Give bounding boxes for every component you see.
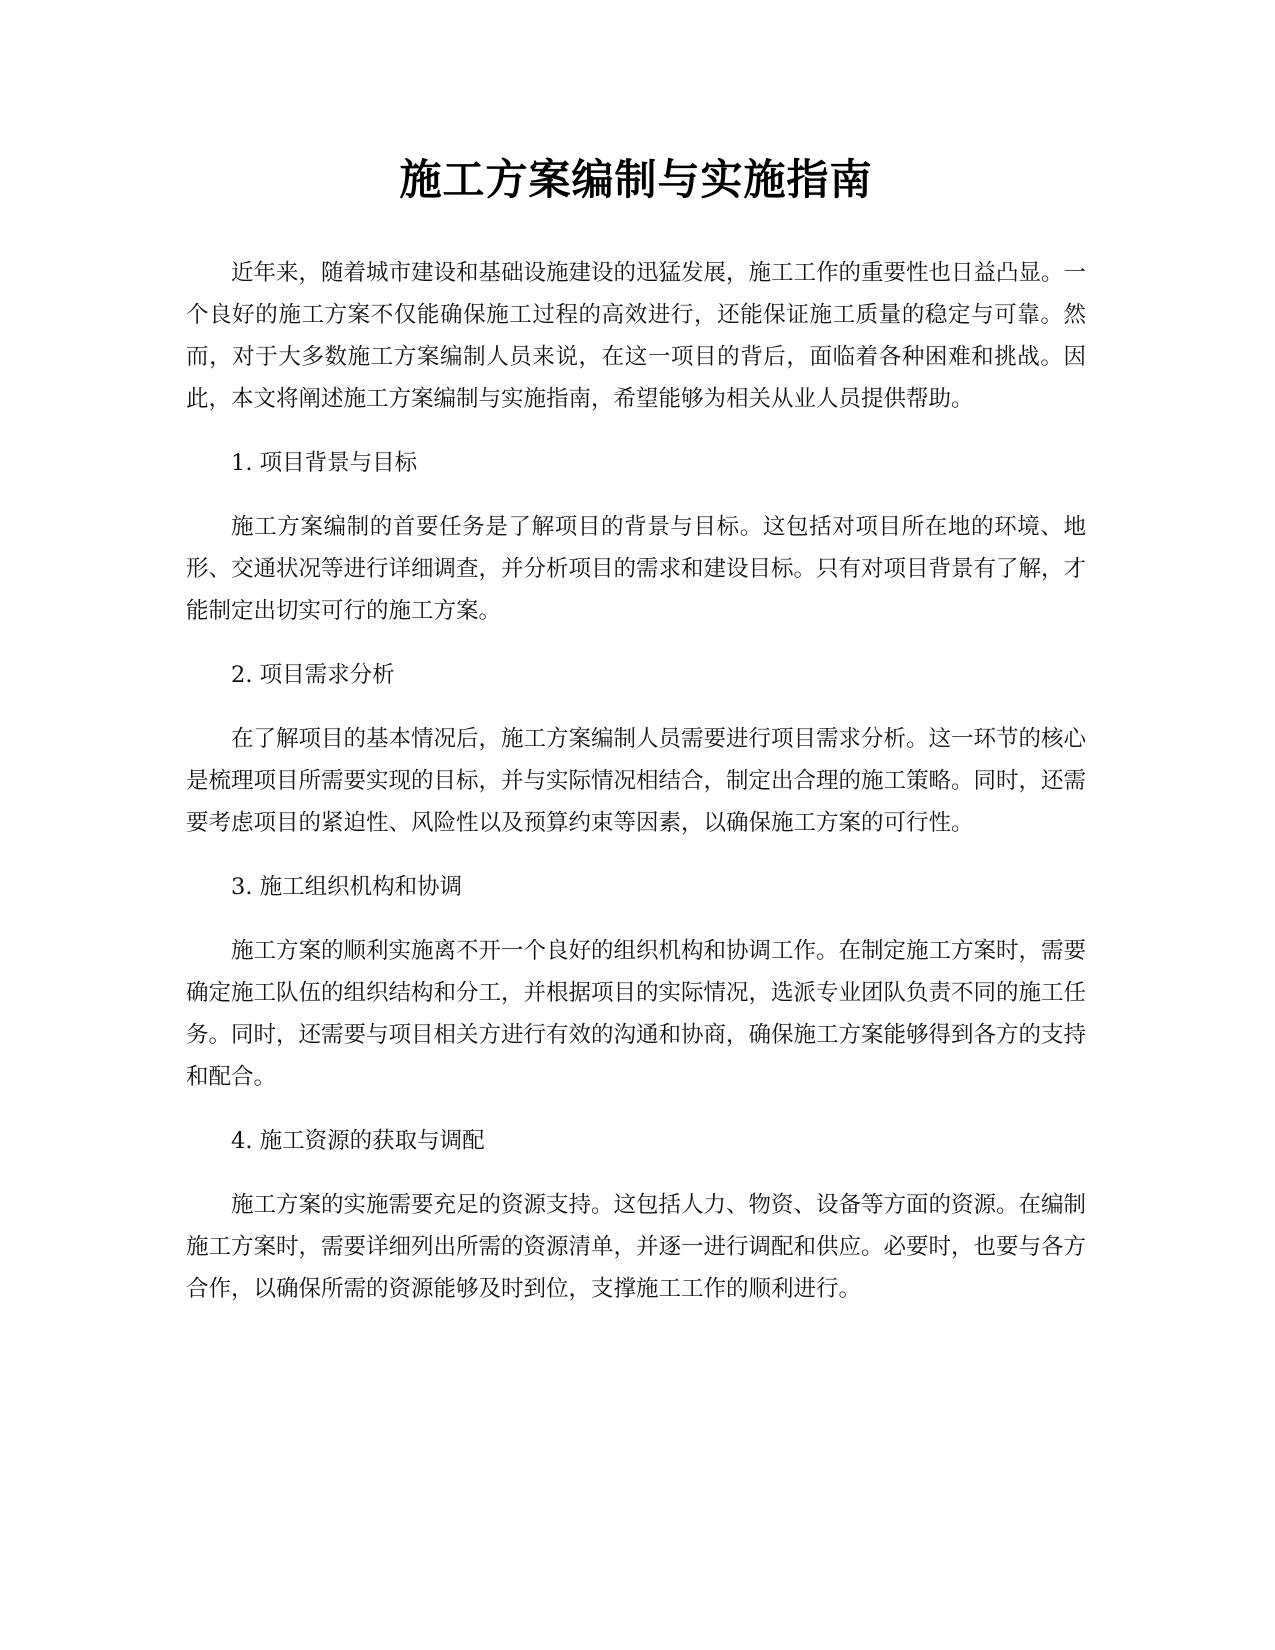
section-heading-3: 3. 施工组织机构和协调 xyxy=(231,874,463,900)
section-heading-1: 1. 项目背景与目标 xyxy=(231,450,418,476)
section-heading-4: 4. 施工资源的获取与调配 xyxy=(231,1128,485,1154)
document-body xyxy=(186,148,1086,1310)
section-body-2: 在了解项目的基本情况后，施工方案编制人员需要进行项目需求分析。这一环节的核心是梳理项目所需要实现的目标，并与实际情况相结合，制定出合理的施工策略。同时，还需要考虑项目的紧迫性、风险性以及预算约束等因素，以确保施工方案的可行性。 xyxy=(186,726,1087,836)
section-body-3: 施工方案的顺利实施离不开一个良好的组织机构和协调工作。在制定施工方案时，需要确定施工队伍的组织结构和分工，并根据项目的实际情况，选派专业团队负责不同的施工任务。同时，还需要与项目相关方进行有效的沟通和协商，确保施工方案能够得到各方的支持和配合。 xyxy=(186,938,1087,1090)
section-body-1: 施工方案编制的首要任务是了解项目的背景与目标。这包括对项目所在地的环境、地形、交通状况等进行详细调查，并分析项目的需求和建设目标。只有对项目背景有了解，才能制定出切实可行的施工方案。 xyxy=(186,514,1087,624)
section-heading-2: 2. 项目需求分析 xyxy=(231,662,395,688)
document-title: 施工方案编制与实施指南 xyxy=(399,155,873,204)
intro-paragraph: 近年来，随着城市建设和基础设施建设的迅猛发展，施工工作的重要性也日益凸显。一个良好的施工方案不仅能确保施工过程的高效进行，还能保证施工质量的稳定与可靠。然而，对于大多数施工方案编制人员来说，在这一项目的背后，面临着各种困难和挑战。因此，本文将阐述施工方案编制与实施指南，希望能够为相关从业人员提供帮助。 xyxy=(186,260,1087,412)
section-body-4: 施工方案的实施需要充足的资源支持。这包括人力、物资、设备等方面的资源。在编制施工方案时，需要详细列出所需的资源清单，并逐一进行调配和供应。必要时，也要与各方合作，以确保所需的资源能够及时到位，支撑施工工作的顺利进行。 xyxy=(186,1192,1087,1302)
